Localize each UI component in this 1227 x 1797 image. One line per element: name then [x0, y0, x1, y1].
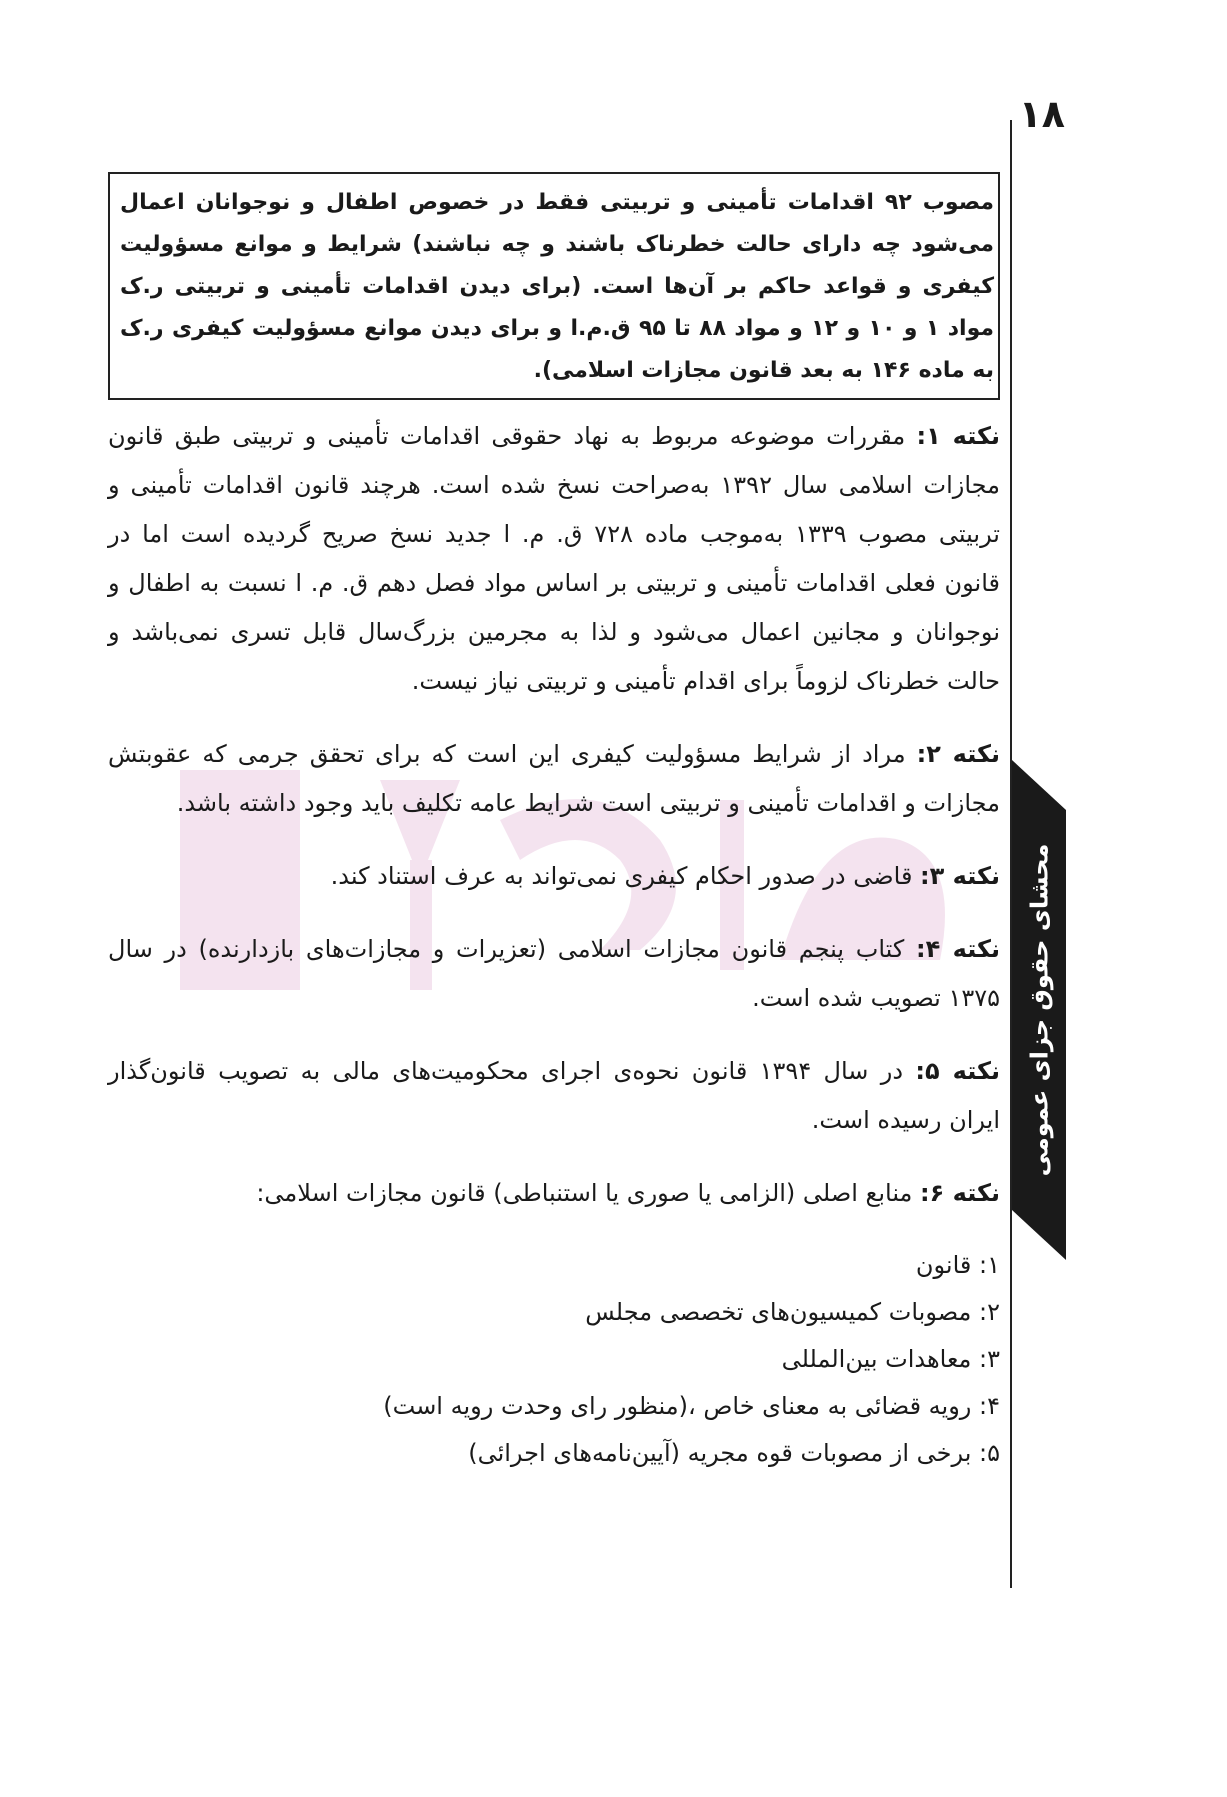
sources-list: [108, 1242, 1000, 1477]
list-item: ۳: معاهدات بین‌المللی: [781, 1345, 1000, 1373]
note-4: [108, 925, 1000, 1023]
note-heading: نکته ۳:: [920, 862, 1000, 890]
note-heading: نکته ۱:: [916, 422, 1000, 450]
side-tab: [1012, 800, 1066, 1220]
note-heading: نکته ۵:: [915, 1057, 1000, 1085]
note-1: [108, 412, 1000, 706]
note-heading: نکته ۲:: [916, 740, 1000, 768]
note-text: قاضی در صدور احکام کیفری نمی‌تواند به عرف استناد کند.: [330, 862, 921, 890]
list-item: ۵: برخی از مصوبات قوه مجریه (آیین‌نامه‌های اجرائی): [468, 1439, 1000, 1467]
page-number: ۱۸: [1018, 92, 1065, 136]
side-tab-label: محشای حقوق جزای عمومی: [1025, 843, 1054, 1177]
note-3: [108, 852, 1000, 901]
list-item: ۲: مصوبات کمیسیون‌های تخصصی مجلس: [585, 1298, 1000, 1326]
note-2: [108, 730, 1000, 828]
boxed-note: مصوب ۹۲ اقدامات تأمینی و تربیتی فقط در خصوص اطفال و نوجوانان اعمال می‌شود چه دارای حالت خطرناک باشند و چه نباشند) شرایط و موانع مسؤولیت کیفری و قواعد حاکم بر آن‌ها است. (برای دیدن اقدامات تأمینی و تربیتی ر.ک مواد ۱ و ۱۰ و ۱۲ و مواد ۸۸ تا ۹۵ ق.م.ا و برای دیدن موانع مسؤولیت کیفری ر.ک به ماده ۱۴۶ به بعد قانون مجازات اسلامی).: [108, 172, 1000, 400]
list-item: ۴: رویه قضائی به معنای خاص ،(منظور رای وحدت رویه است): [383, 1392, 1000, 1420]
page-content: [108, 172, 1000, 1477]
note-text: مراد از شرایط مسؤولیت کیفری این است که برای تحقق جرمی که عقوبتش مجازات و اقدامات تأمینی و تربیتی است شرایط عامه تکلیف باید وجود داشته باشد.: [108, 740, 1000, 817]
note-text: کتاب پنجم قانون مجازات اسلامی (تعزیرات و مجازات‌های بازدارنده) در سال ۱۳۷۵ تصویب شده است.: [108, 935, 1000, 1012]
note-heading: نکته ۴:: [916, 935, 1000, 963]
list-item: ۱: قانون: [915, 1251, 1000, 1279]
note-text: منابع اصلی (الزامی یا صوری یا استنباطی) قانون مجازات اسلامی:: [256, 1179, 921, 1207]
note-text: مقررات موضوعه مربوط به نهاد حقوقی اقدامات تأمینی و تربیتی طبق قانون مجازات اسلامی سال ۱۳۹۲ به‌صراحت نسخ شده است. هرچند قانون اقدامات تأمینی و تربیتی مصوب ۱۳۳۹ به‌موجب ماده ۷۲۸ ق. م. ا جدید نسخ صریح گردیده است اما در قانون فعلی اقدامات تأمینی و تربیتی بر اساس مواد فصل دهم ق. م. ا نسبت به اطفال و نوجوانان و مجانین اعمال می‌شود و لذا به مجرمین بزرگ‌سال قابل تسری نمی‌باشد و حالت خطرناک لزوماً برای اقدام تأمینی و تربیتی نیاز نیست.: [108, 422, 1000, 695]
note-heading: نکته ۶:: [920, 1179, 1000, 1207]
note-6: [108, 1169, 1000, 1218]
note-5: [108, 1047, 1000, 1145]
note-text: در سال ۱۳۹۴ قانون نحوه‌ی اجرای محکومیت‌های مالی به تصویب قانون‌گذار ایران رسیده است.: [108, 1057, 1000, 1134]
